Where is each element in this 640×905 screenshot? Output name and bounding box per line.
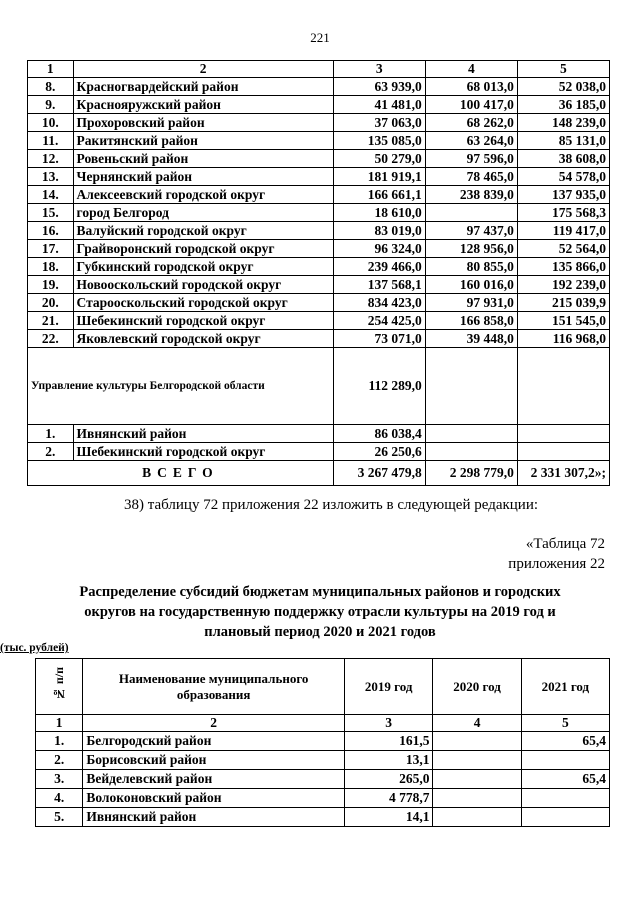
row-value-2021: 52 564,0 bbox=[517, 240, 609, 258]
table-row bbox=[36, 732, 610, 751]
header-num: № п/п bbox=[36, 659, 83, 715]
row-value-2020 bbox=[433, 770, 521, 789]
units-label: (тыс. рублей) bbox=[0, 642, 69, 654]
col-number: 1 bbox=[36, 715, 83, 732]
row-value-2020 bbox=[433, 808, 521, 827]
table-row bbox=[28, 276, 610, 294]
row-value-2019: 14,1 bbox=[344, 808, 433, 827]
department-2020 bbox=[425, 348, 517, 425]
table-row bbox=[28, 78, 610, 96]
table-label-line2: приложения 22 bbox=[508, 556, 605, 572]
row-value-2021: 38 608,0 bbox=[517, 150, 609, 168]
page-number: 221 bbox=[310, 30, 330, 45]
row-value-2019: 135 085,0 bbox=[333, 132, 425, 150]
row-value-2020 bbox=[425, 204, 517, 222]
table-row bbox=[28, 186, 610, 204]
table-row bbox=[28, 312, 610, 330]
row-value-2021 bbox=[521, 808, 609, 827]
row-name: Новооскольский городской округ bbox=[73, 276, 333, 294]
row-name: Вейделевский район bbox=[83, 770, 345, 789]
table-row bbox=[28, 150, 610, 168]
row-value-2019: 137 568,1 bbox=[333, 276, 425, 294]
row-value-2021: 54 578,0 bbox=[517, 168, 609, 186]
table-header bbox=[36, 659, 610, 715]
col-number: 5 bbox=[517, 61, 609, 78]
table-row bbox=[28, 330, 610, 348]
row-name: Волоконовский район bbox=[83, 789, 345, 808]
total-2019: 3 267 479,8 bbox=[333, 461, 425, 486]
row-number: 2. bbox=[36, 751, 83, 770]
row-value-2019: 83 019,0 bbox=[333, 222, 425, 240]
row-number: 17. bbox=[28, 240, 74, 258]
col-number: 2 bbox=[73, 61, 333, 78]
table-row bbox=[36, 770, 610, 789]
col-number: 3 bbox=[344, 715, 433, 732]
row-value-2020 bbox=[425, 443, 517, 461]
row-value-2021: 85 131,0 bbox=[517, 132, 609, 150]
table-row bbox=[28, 168, 610, 186]
row-name: Краснояружский район bbox=[73, 96, 333, 114]
row-value-2019: 41 481,0 bbox=[333, 96, 425, 114]
table-row bbox=[28, 294, 610, 312]
table-row bbox=[28, 222, 610, 240]
row-value-2020 bbox=[425, 425, 517, 443]
col-number: 4 bbox=[433, 715, 521, 732]
table-column-numbers bbox=[28, 61, 610, 78]
table-row bbox=[28, 443, 610, 461]
row-number: 1. bbox=[28, 425, 74, 443]
row-value-2019: 239 466,0 bbox=[333, 258, 425, 276]
row-name: город Белгород bbox=[73, 204, 333, 222]
table-label-line1: «Таблица 72 bbox=[525, 536, 605, 552]
row-value-2019: 86 038,4 bbox=[333, 425, 425, 443]
row-number: 14. bbox=[28, 186, 74, 204]
row-name: Яковлевский городской округ bbox=[73, 330, 333, 348]
table-row bbox=[36, 808, 610, 827]
row-value-2020: 128 956,0 bbox=[425, 240, 517, 258]
table-title: Распределение субсидий бюджетам муниципальных районов и городских округов на государственную поддержку отрасли культуры на 2019 год и плановый период 2020 и 2021 годов bbox=[79, 584, 561, 640]
table-label bbox=[0, 534, 605, 574]
row-value-2019: 18 610,0 bbox=[333, 204, 425, 222]
row-number: 2. bbox=[28, 443, 74, 461]
row-value-2020: 68 262,0 bbox=[425, 114, 517, 132]
table-row bbox=[28, 96, 610, 114]
total-2020: 2 298 779,0 bbox=[425, 461, 517, 486]
row-number: 16. bbox=[28, 222, 74, 240]
row-name: Ивнянский район bbox=[83, 808, 345, 827]
row-number: 12. bbox=[28, 150, 74, 168]
row-value-2020: 63 264,0 bbox=[425, 132, 517, 150]
row-number: 11. bbox=[28, 132, 74, 150]
total-row bbox=[28, 461, 610, 486]
row-value-2021: 65,4 bbox=[521, 770, 609, 789]
row-value-2021: 116 968,0 bbox=[517, 330, 609, 348]
row-value-2020: 166 858,0 bbox=[425, 312, 517, 330]
row-name: Губкинский городской округ bbox=[73, 258, 333, 276]
row-value-2021: 119 417,0 bbox=[517, 222, 609, 240]
row-value-2021: 137 935,0 bbox=[517, 186, 609, 204]
row-value-2021 bbox=[517, 425, 609, 443]
header-2021: 2021 год bbox=[521, 659, 609, 715]
instruction-text: 38) таблицу 72 приложения 22 изложить в следующей редакции: bbox=[124, 497, 539, 513]
row-value-2020: 238 839,0 bbox=[425, 186, 517, 204]
row-name: Ровеньский район bbox=[73, 150, 333, 168]
department-2019: 112 289,0 bbox=[333, 348, 425, 425]
table-row bbox=[36, 751, 610, 770]
row-value-2021: 192 239,0 bbox=[517, 276, 609, 294]
table-column-numbers bbox=[36, 715, 610, 732]
row-name: Старооскольский городской округ bbox=[73, 294, 333, 312]
row-value-2019: 63 939,0 bbox=[333, 78, 425, 96]
row-name: Чернянский район bbox=[73, 168, 333, 186]
table-row bbox=[36, 789, 610, 808]
row-value-2021: 36 185,0 bbox=[517, 96, 609, 114]
row-number: 22. bbox=[28, 330, 74, 348]
row-value-2019: 161,5 bbox=[344, 732, 433, 751]
row-number: 3. bbox=[36, 770, 83, 789]
row-number: 10. bbox=[28, 114, 74, 132]
row-value-2019: 73 071,0 bbox=[333, 330, 425, 348]
row-value-2020 bbox=[433, 789, 521, 808]
row-value-2020: 97 437,0 bbox=[425, 222, 517, 240]
row-number: 15. bbox=[28, 204, 74, 222]
row-number: 9. bbox=[28, 96, 74, 114]
row-name: Ракитянский район bbox=[73, 132, 333, 150]
row-name: Шебекинский городской округ bbox=[73, 312, 333, 330]
table-continuation bbox=[27, 60, 610, 486]
row-number: 20. bbox=[28, 294, 74, 312]
row-number: 1. bbox=[36, 732, 83, 751]
row-value-2021: 65,4 bbox=[521, 732, 609, 751]
row-value-2020: 78 465,0 bbox=[425, 168, 517, 186]
table-row bbox=[28, 240, 610, 258]
col-number: 2 bbox=[83, 715, 345, 732]
row-name: Прохоровский район bbox=[73, 114, 333, 132]
table-row bbox=[28, 114, 610, 132]
department-row bbox=[28, 348, 610, 425]
table-row bbox=[28, 132, 610, 150]
row-value-2020: 97 931,0 bbox=[425, 294, 517, 312]
row-value-2019: 254 425,0 bbox=[333, 312, 425, 330]
row-value-2021 bbox=[521, 751, 609, 770]
row-value-2020: 39 448,0 bbox=[425, 330, 517, 348]
header-2020: 2020 год bbox=[433, 659, 521, 715]
table-row bbox=[28, 425, 610, 443]
row-value-2019: 265,0 bbox=[344, 770, 433, 789]
row-value-2020 bbox=[433, 751, 521, 770]
col-number: 1 bbox=[28, 61, 74, 78]
row-number: 18. bbox=[28, 258, 74, 276]
row-value-2020: 68 013,0 bbox=[425, 78, 517, 96]
row-value-2021 bbox=[521, 789, 609, 808]
row-value-2020: 160 016,0 bbox=[425, 276, 517, 294]
row-value-2021: 148 239,0 bbox=[517, 114, 609, 132]
row-number: 5. bbox=[36, 808, 83, 827]
col-number: 4 bbox=[425, 61, 517, 78]
row-value-2020: 80 855,0 bbox=[425, 258, 517, 276]
row-value-2019: 181 919,1 bbox=[333, 168, 425, 186]
row-value-2019: 26 250,6 bbox=[333, 443, 425, 461]
row-name: Борисовский район bbox=[83, 751, 345, 770]
row-value-2019: 834 423,0 bbox=[333, 294, 425, 312]
row-value-2021: 151 545,0 bbox=[517, 312, 609, 330]
row-number: 13. bbox=[28, 168, 74, 186]
department-2021 bbox=[517, 348, 609, 425]
subsidy-table bbox=[35, 658, 610, 827]
total-label: ВСЕГО bbox=[28, 461, 334, 486]
row-number: 21. bbox=[28, 312, 74, 330]
col-number: 5 bbox=[521, 715, 609, 732]
row-name: Грайворонский городской округ bbox=[73, 240, 333, 258]
row-value-2021: 175 568,3 bbox=[517, 204, 609, 222]
row-value-2020: 100 417,0 bbox=[425, 96, 517, 114]
row-value-2020: 97 596,0 bbox=[425, 150, 517, 168]
row-number: 4. bbox=[36, 789, 83, 808]
row-name: Алексеевский городской округ bbox=[73, 186, 333, 204]
row-value-2019: 37 063,0 bbox=[333, 114, 425, 132]
row-name: Красногвардейский район bbox=[73, 78, 333, 96]
row-name: Белгородский район bbox=[83, 732, 345, 751]
row-name: Валуйский городской округ bbox=[73, 222, 333, 240]
row-name: Шебекинский городской округ bbox=[73, 443, 333, 461]
row-value-2021: 215 039,9 bbox=[517, 294, 609, 312]
row-value-2019: 13,1 bbox=[344, 751, 433, 770]
table-row bbox=[28, 258, 610, 276]
row-name: Ивнянский район bbox=[73, 425, 333, 443]
header-name: Наименование муниципального образования bbox=[83, 659, 345, 715]
row-value-2019: 50 279,0 bbox=[333, 150, 425, 168]
table-row bbox=[28, 204, 610, 222]
row-value-2019: 166 661,1 bbox=[333, 186, 425, 204]
header-2019: 2019 год bbox=[344, 659, 433, 715]
total-2021: 2 331 307,2»; bbox=[517, 461, 609, 486]
row-value-2019: 4 778,7 bbox=[344, 789, 433, 808]
row-value-2019: 96 324,0 bbox=[333, 240, 425, 258]
col-number: 3 bbox=[333, 61, 425, 78]
row-number: 19. bbox=[28, 276, 74, 294]
row-value-2021: 135 866,0 bbox=[517, 258, 609, 276]
row-value-2021: 52 038,0 bbox=[517, 78, 609, 96]
department-name: Управление культуры Белгородской области bbox=[28, 348, 334, 425]
row-value-2020 bbox=[433, 732, 521, 751]
row-value-2021 bbox=[517, 443, 609, 461]
row-number: 8. bbox=[28, 78, 74, 96]
